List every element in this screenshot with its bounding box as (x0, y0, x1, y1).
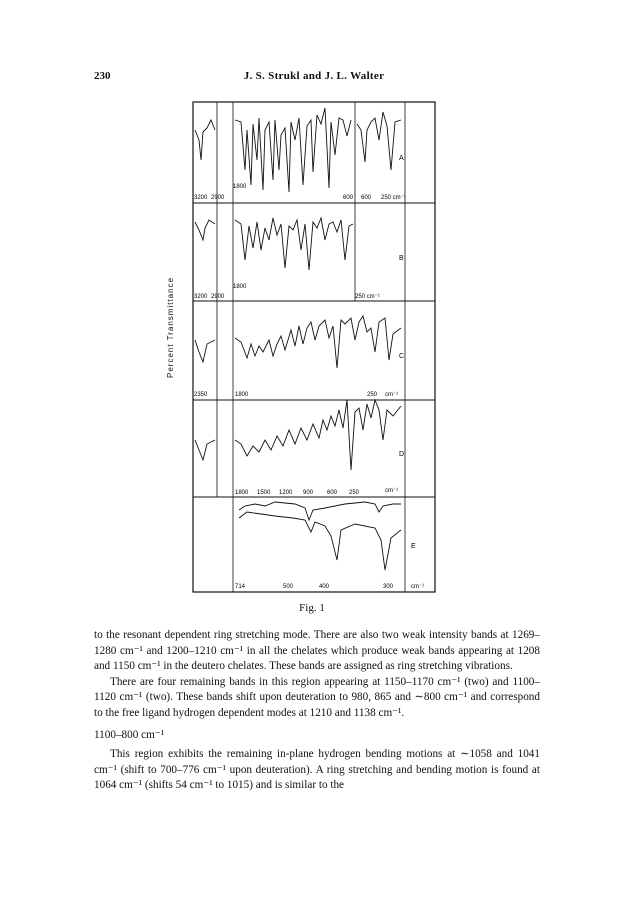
body-text (94, 628, 540, 794)
y-axis-label: Percent Transmittance (166, 276, 175, 378)
panel-letter-b: B (399, 255, 404, 262)
tick-label: 3200 (194, 195, 208, 201)
spectrum-trace-e1 (239, 502, 401, 520)
tick-label: cm⁻¹ (385, 488, 399, 494)
page-number: 230 (94, 70, 111, 82)
tick-label: cm⁻¹ (385, 392, 399, 398)
spectrum-trace-c (195, 316, 401, 368)
section-heading: 1100–800 cm⁻¹ (94, 728, 165, 741)
tick-label: 250 cm⁻¹ (381, 195, 406, 201)
spectrum-trace-b (195, 218, 353, 270)
paragraph: This region exhibits the remaining in-plane hydrogen bending motions at ∼1058 and 1041 cm⁻¹ (shift to 700–776 cm⁻¹ upon deuteration). A ring stretching and bending motion is found at 1064 cm⁻¹ (shifts 54 cm⁻¹ to 1015) and is similar to the (94, 748, 540, 792)
tick-label: 600 (343, 195, 354, 201)
page-header (94, 70, 534, 86)
tick-label: 300 (383, 584, 394, 590)
spectrum-trace-d (195, 400, 401, 470)
panel-letter-a: A (399, 155, 404, 162)
panel-letter-c: C (399, 353, 405, 360)
tick-label: 500 (283, 584, 294, 590)
tick-label: 714 (235, 584, 246, 590)
panel-letter-d: D (399, 451, 405, 458)
tick-label: 250 (367, 392, 378, 398)
panel-letter-e: E (411, 543, 416, 550)
tick-label: 2350 (194, 392, 208, 398)
ir-spectra-figure (165, 100, 465, 600)
tick-label: 600 (361, 195, 372, 201)
tick-label: 2900 (211, 294, 225, 300)
figure-caption: Fig. 1 (299, 602, 325, 614)
tick-label: cm⁻¹ (411, 584, 425, 590)
tick-label: 1800 (233, 184, 247, 190)
tick-label: 1800 (235, 392, 249, 398)
tick-label: 3200 (194, 294, 208, 300)
tick-label: 600 (327, 490, 338, 496)
tick-label: 1800 (233, 284, 247, 290)
tick-label: 1200 (279, 490, 293, 496)
running-head: J. S. Strukl and J. L. Walter (243, 70, 385, 82)
spectrum-trace-e2 (239, 512, 401, 570)
tick-label: 250 (349, 490, 360, 496)
tick-label: 2900 (211, 195, 225, 201)
figure-frame (193, 102, 435, 592)
paragraph: There are four remaining bands in this region appearing at 1150–1170 cm⁻¹ (two) and 1100–1120 cm⁻¹ (two). These bands shift upon deuteration to 980, 865 and ∼800 cm⁻¹ and correspond to the free ligand hydrogen dependent modes at 1210 and 1138 cm⁻¹. (94, 675, 540, 719)
spectrum-trace-a (195, 108, 401, 192)
paragraph: to the resonant dependent ring stretching mode. There are also two weak intensity bands at 1269–1280 cm⁻¹ and 1200–1210 cm⁻¹ in all the chelates which produce weak bands appearing at 1208 and 1150 cm⁻¹ in the deutero chelates. These bands are assigned as ring stretching vibrations. (94, 629, 540, 673)
tick-label: 400 (319, 584, 330, 590)
tick-label: 900 (303, 490, 314, 496)
tick-label: 1500 (257, 490, 271, 496)
tick-label: 1800 (235, 490, 249, 496)
tick-label: 250 cm⁻¹ (355, 294, 380, 300)
